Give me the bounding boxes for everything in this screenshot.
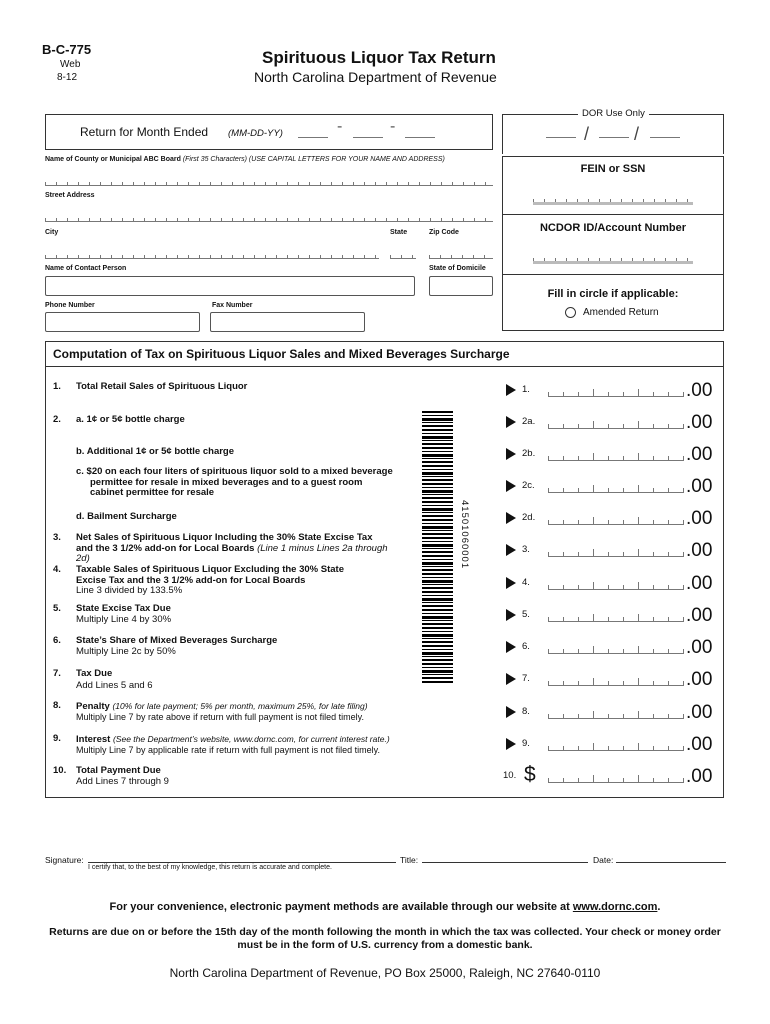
signature-input[interactable] [88, 862, 396, 863]
line-arrow-icon [506, 448, 516, 460]
ncdor-label: NCDOR ID/Account Number [539, 222, 687, 234]
line-arrow-icon [506, 641, 516, 653]
line-7-instruction: Add Lines 5 and 6 [76, 680, 153, 691]
line-1-text: Total Retail Sales of Spirituous Liquor [76, 381, 248, 392]
dor-use-only-label: DOR Use Only [578, 108, 649, 119]
line-arrow-icon [506, 512, 516, 524]
line-ref-label: 5. [522, 609, 530, 620]
amount-input[interactable] [548, 417, 684, 429]
amount-input[interactable] [548, 545, 684, 557]
amount-input[interactable] [548, 642, 684, 654]
footer-due-note: Returns are due on or before the 15th day of the month following the month in which the tax was collected. Your check or money order must be in the form of U.S. currency from a domestic bank. [49, 926, 721, 951]
dornc-link[interactable]: www.dornc.com [572, 901, 658, 913]
line-3-text: Net Sales of Spirituous Liquor Including the 30% State Excise Tax and the 3 1/2% add-on for Local Boards (Line 1 minus Lines 2a through 2d) [76, 532, 388, 564]
line-8-number: 8. [53, 700, 61, 711]
line-ref-label: 3. [522, 544, 530, 555]
line-7-number: 7. [53, 668, 61, 679]
id-panel [502, 156, 724, 331]
state-input[interactable] [390, 250, 416, 259]
line-2d-text: d. Bailment Surcharge [76, 511, 177, 522]
line-ref-label: 2a. [522, 416, 536, 427]
year-input[interactable] [405, 128, 435, 138]
line-2c-text: c. $20 on each four liters of spirituous liquor sold to a mixed beverage permittee for resale in mixed beverages and to a guest room cabinet permittee for resale [76, 466, 393, 498]
footer-payment-note: For your convenience, electronic payment methods are available through our website at www.dornc.com. [109, 901, 661, 913]
day-input[interactable] [353, 128, 383, 138]
line-6-instruction: Multiply Line 2c by 50% [76, 646, 176, 657]
barcode [422, 411, 453, 684]
line-arrow-icon [506, 673, 516, 685]
cents-label: .00 [686, 702, 713, 723]
fein-input[interactable] [533, 196, 693, 205]
amount-input[interactable] [548, 385, 684, 397]
line-9-number: 9. [53, 733, 61, 744]
line-arrow-icon [506, 416, 516, 428]
contact-person-label: Name of Contact Person [45, 265, 127, 272]
id-panel-divider-1 [502, 214, 724, 215]
line-arrow-icon [506, 706, 516, 718]
ncdor-input[interactable] [533, 255, 693, 264]
line-ref-label: 2b. [522, 448, 536, 459]
board-name-input[interactable] [45, 177, 493, 186]
state-of-domicile-input[interactable] [429, 276, 493, 296]
amount-input[interactable] [548, 739, 684, 751]
date-dash-1: - [337, 118, 343, 135]
street-address-label: Street Address [45, 192, 95, 199]
line-arrow-icon [506, 480, 516, 492]
amount-input[interactable] [548, 771, 684, 783]
line-arrow-icon [506, 738, 516, 750]
amount-input[interactable] [548, 449, 684, 461]
line-arrow-icon [506, 544, 516, 556]
line-ref-label: 2c. [522, 480, 535, 491]
line-10-text: Total Payment Due [76, 765, 161, 776]
footer-address: North Carolina Department of Revenue, PO Box 25000, Raleigh, NC 27640-0110 [169, 966, 601, 980]
street-address-input[interactable] [45, 213, 493, 222]
date-label: Date: [593, 855, 614, 865]
line-2a-text: a. 1¢ or 5¢ bottle charge [76, 414, 185, 425]
cents-label: .00 [686, 669, 713, 690]
title-label: Title: [400, 855, 419, 865]
line-2-number: 2. [53, 414, 61, 425]
line-2b-text: b. Additional 1¢ or 5¢ bottle charge [76, 446, 235, 457]
line-4-instruction: Line 3 divided by 133.5% [76, 585, 183, 596]
line-ref-label: 4. [522, 577, 530, 588]
cents-label: .00 [686, 766, 713, 787]
line-4-text: Taxable Sales of Spirituous Liquor Excluding the 30% State Excise Tax and the 3 1/2% add-on for Local Boards [76, 564, 344, 586]
line-ref-label: 6. [522, 641, 530, 652]
line-5-number: 5. [53, 603, 61, 614]
amount-input[interactable] [548, 610, 684, 622]
certification-text: I certify that, to the best of my knowledge, this return is accurate and complete. [88, 864, 332, 871]
signature-label: Signature: [45, 855, 84, 865]
cents-label: .00 [686, 637, 713, 658]
line-arrow-icon [506, 577, 516, 589]
form-version-date: 8-12 [57, 72, 78, 83]
cents-label: .00 [686, 412, 713, 433]
line-10-instruction: Add Lines 7 through 9 [76, 776, 169, 787]
line-ref-label: 9. [522, 738, 530, 749]
line-arrow-icon [506, 384, 516, 396]
dor-slash-2: / [634, 124, 640, 144]
cents-label: .00 [686, 605, 713, 626]
line-ref-label: 10. [503, 770, 517, 781]
cents-label: .00 [686, 476, 713, 497]
line-4-number: 4. [53, 564, 61, 575]
cents-label: .00 [686, 380, 713, 401]
line-ref-label: 2d. [522, 512, 536, 523]
amount-input[interactable] [548, 481, 684, 493]
line-6-number: 6. [53, 635, 61, 646]
line-5-text: State Excise Tax Due [76, 603, 171, 614]
line-10-number: 10. [53, 765, 67, 776]
amended-return-label: Amended Return [583, 307, 659, 318]
line-arrow-icon [506, 609, 516, 621]
line-5-instruction: Multiply Line 4 by 30% [76, 614, 172, 625]
line-3-number: 3. [53, 532, 61, 543]
line-9-instruction: Multiply Line 7 by applicable rate if return with full payment is not filed timely. [76, 745, 380, 755]
computation-heading-divider [45, 366, 724, 367]
line-7-text: Tax Due [76, 668, 113, 679]
computation-heading: Computation of Tax on Spirituous Liquor Sales and Mixed Beverages Surcharge [53, 347, 510, 361]
cents-label: .00 [686, 573, 713, 594]
form-title: Spirituous Liquor Tax Return [262, 48, 496, 67]
agency-name: North Carolina Department of Revenue [254, 69, 497, 85]
amount-input[interactable] [548, 707, 684, 719]
zip-input[interactable] [429, 250, 493, 259]
cents-label: .00 [686, 540, 713, 561]
line-1-number: 1. [53, 381, 61, 392]
dor-slash-1: / [584, 124, 590, 144]
id-panel-divider-2 [502, 274, 724, 275]
cents-label: .00 [686, 508, 713, 529]
state-label: State [390, 229, 408, 236]
line-ref-label: 7. [522, 673, 530, 684]
form-id: B-C-775 [42, 42, 92, 57]
return-month-label: Return for Month Ended [80, 125, 209, 139]
amount-input[interactable] [548, 513, 684, 525]
cents-label: .00 [686, 444, 713, 465]
line-6-text: State’s Share of Mixed Beverages Surcharge [76, 635, 278, 646]
line-ref-label: 1. [522, 384, 530, 395]
line-8-instruction: Multiply Line 7 by rate above if return with full payment is not filed timely. [76, 712, 364, 722]
fax-label: Fax Number [212, 302, 253, 309]
month-input[interactable] [298, 128, 328, 138]
fax-input[interactable] [210, 312, 365, 332]
amount-input[interactable] [548, 578, 684, 590]
cents-label: .00 [686, 734, 713, 755]
form-version-web: Web [60, 59, 81, 70]
date-dash-2: - [390, 118, 396, 135]
return-month-format: (MM-DD-YY) [228, 128, 283, 139]
phone-input[interactable] [45, 312, 200, 332]
barcode-number: 41501060001 [459, 500, 470, 570]
zip-label: Zip Code [429, 229, 459, 236]
dollar-sign: $ [524, 763, 536, 786]
line-ref-label: 8. [522, 706, 530, 717]
board-name-label: Name of County or Municipal ABC Board (First 35 Characters) (USE CAPITAL LETTERS FOR YOUR NAME AND ADDRESS) [45, 156, 445, 163]
title-input[interactable] [422, 862, 588, 863]
line-9-text: Interest (See the Department’s website, www.dornc.com, for current interest rate.) [76, 734, 390, 745]
date-input[interactable] [616, 862, 726, 863]
phone-label: Phone Number [45, 302, 95, 309]
amount-input[interactable] [548, 674, 684, 686]
fein-label: FEIN or SSN [580, 163, 646, 175]
amended-return-radio[interactable] [565, 307, 576, 318]
line-8-text: Penalty (10% for late payment; 5% per month, maximum 25%, for late filing) [76, 701, 368, 712]
city-label: City [45, 229, 59, 236]
fill-circle-label: Fill in circle if applicable: [547, 288, 679, 300]
state-of-domicile-label: State of Domicile [429, 265, 486, 272]
contact-person-input[interactable] [45, 276, 415, 296]
city-input[interactable] [45, 250, 379, 259]
